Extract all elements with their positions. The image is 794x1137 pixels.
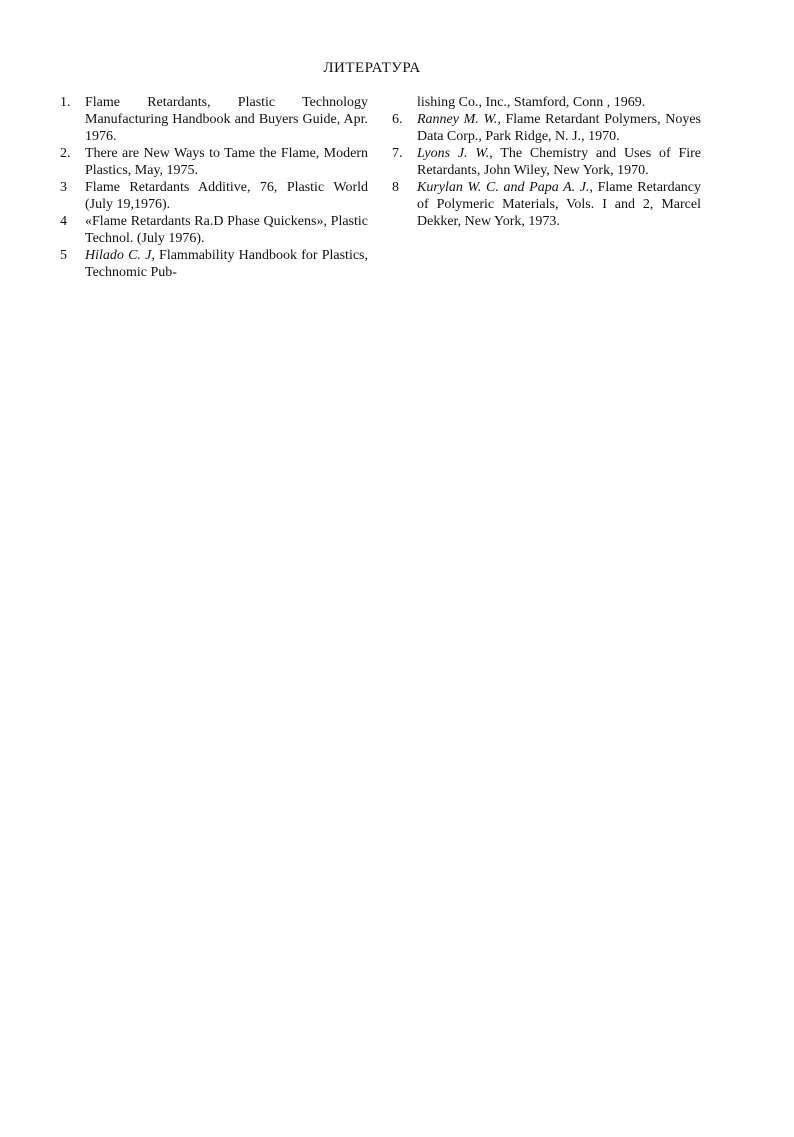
reference-number: 4 [60,214,67,229]
reference-text: , Flammability Handbook for Plastics, Technomic Pub- [85,248,368,280]
reference-number: 7. [392,146,403,161]
reference-item [392,111,701,145]
reference-continuation: lishing Co., Inc., Stamford, Conn , 1969. [417,95,646,110]
reference-number: 2. [60,146,71,161]
reference-text: «Flame Retardants Ra.D Phase Quickens», Plastic Technol. (July 1976). [85,214,368,246]
references-heading: ЛИТЕРАТУРА [323,60,421,76]
reference-item [60,94,368,145]
reference-item [60,247,368,281]
reference-authors: Lyons J. W. [417,146,490,161]
reference-authors: Hilado C. J [85,248,152,263]
reference-number: 8 [392,180,399,195]
reference-authors: Kurylan W. C. and Papa A. J. [417,180,590,195]
reference-number: 3 [60,180,67,195]
reference-authors: Ranney M. W. [417,112,498,127]
reference-item [60,179,368,213]
reference-number: 6. [392,112,403,127]
reference-text: , Flame Retardancy of Polymeric Materials, Vols. I and 2, Marcel Dekker, New York, 1973. [417,180,701,229]
reference-item [392,145,701,179]
reference-number: 5 [60,248,67,263]
references-left-column [60,94,368,281]
reference-text: Flame Retardants Additive, 76, Plastic World (July 19,1976). [85,180,368,212]
reference-number: 1. [60,95,71,110]
references-right-column [392,94,701,230]
reference-text: , Flame Retardant Polymers, Noyes Data Corp., Park Ridge, N. J., 1970. [417,112,701,144]
reference-text: Flame Retardants, Plastic Technology Manufacturing Handbook and Buyers Guide, Apr. 1976. [85,95,368,144]
reference-text: , The Chemistry and Uses of Fire Retardants, John Wiley, New York, 1970. [417,146,701,178]
reference-item [392,179,701,230]
reference-item [60,145,368,179]
reference-item [60,213,368,247]
reference-text: There are New Ways to Tame the Flame, Modern Plastics, May, 1975. [85,146,368,178]
